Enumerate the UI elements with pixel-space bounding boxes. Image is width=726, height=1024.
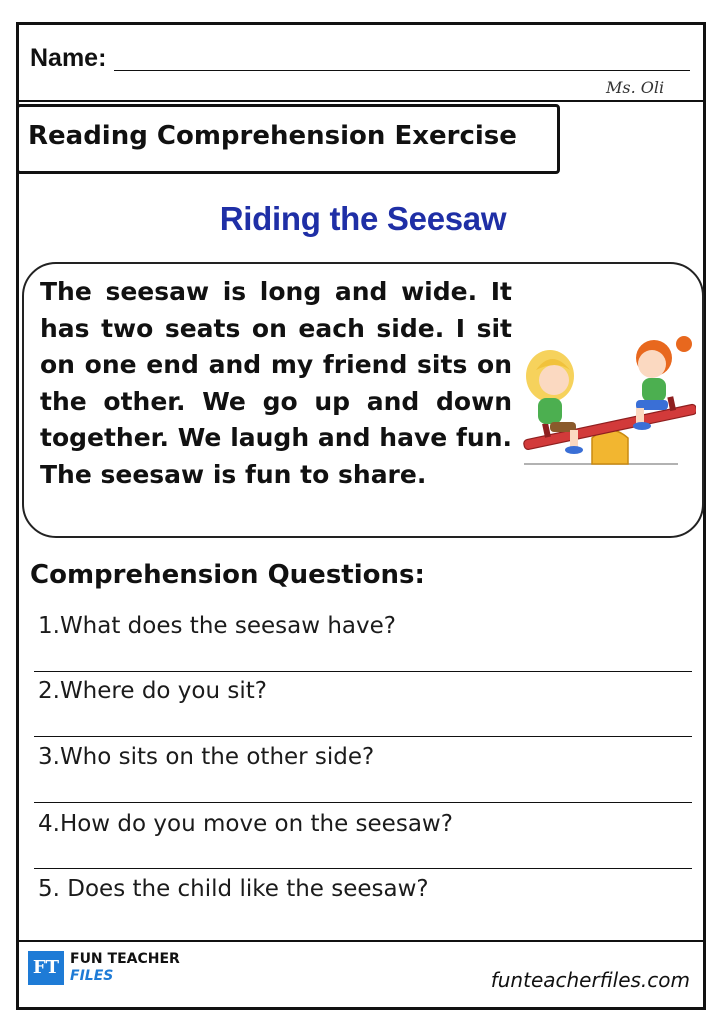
question-4: 4.How do you move on the seesaw? — [38, 811, 453, 837]
seesaw-illustration — [512, 326, 696, 476]
story-text: The seesaw is long and wide. It has two seats on each side. I sit on one end and my friend sits on the other. We go up and down together. We laugh and have fun. The seesaw is fun to share. — [40, 277, 512, 489]
signature: Ms. Oli — [606, 78, 665, 97]
brand-line-1: FUN TEACHER — [70, 951, 180, 967]
question-1: 1.What does the seesaw have? — [38, 613, 396, 639]
story-title: Riding the Seesaw — [219, 200, 507, 237]
answer-line-3[interactable] — [34, 802, 692, 803]
brand-name — [70, 951, 180, 985]
question-5: 5. Does the child like the seesaw? — [38, 876, 429, 902]
question-2: 2.Where do you sit? — [38, 678, 267, 704]
website-link[interactable]: funteacherfiles.com — [490, 968, 690, 992]
question-3: 3.Who sits on the other side? — [38, 744, 375, 770]
name-label: Name: — [30, 44, 107, 72]
header-divider — [16, 100, 706, 102]
answer-line-4[interactable] — [34, 868, 692, 869]
name-answer-line[interactable] — [114, 70, 690, 71]
brand-logo: FT — [28, 951, 64, 985]
answer-line-1[interactable] — [34, 671, 692, 672]
footer-divider — [16, 940, 706, 942]
exercise-heading: Reading Comprehension Exercise — [28, 121, 517, 151]
questions-heading: Comprehension Questions: — [30, 560, 425, 590]
brand-line-2: FILES — [70, 968, 114, 984]
answer-line-2[interactable] — [34, 736, 692, 737]
